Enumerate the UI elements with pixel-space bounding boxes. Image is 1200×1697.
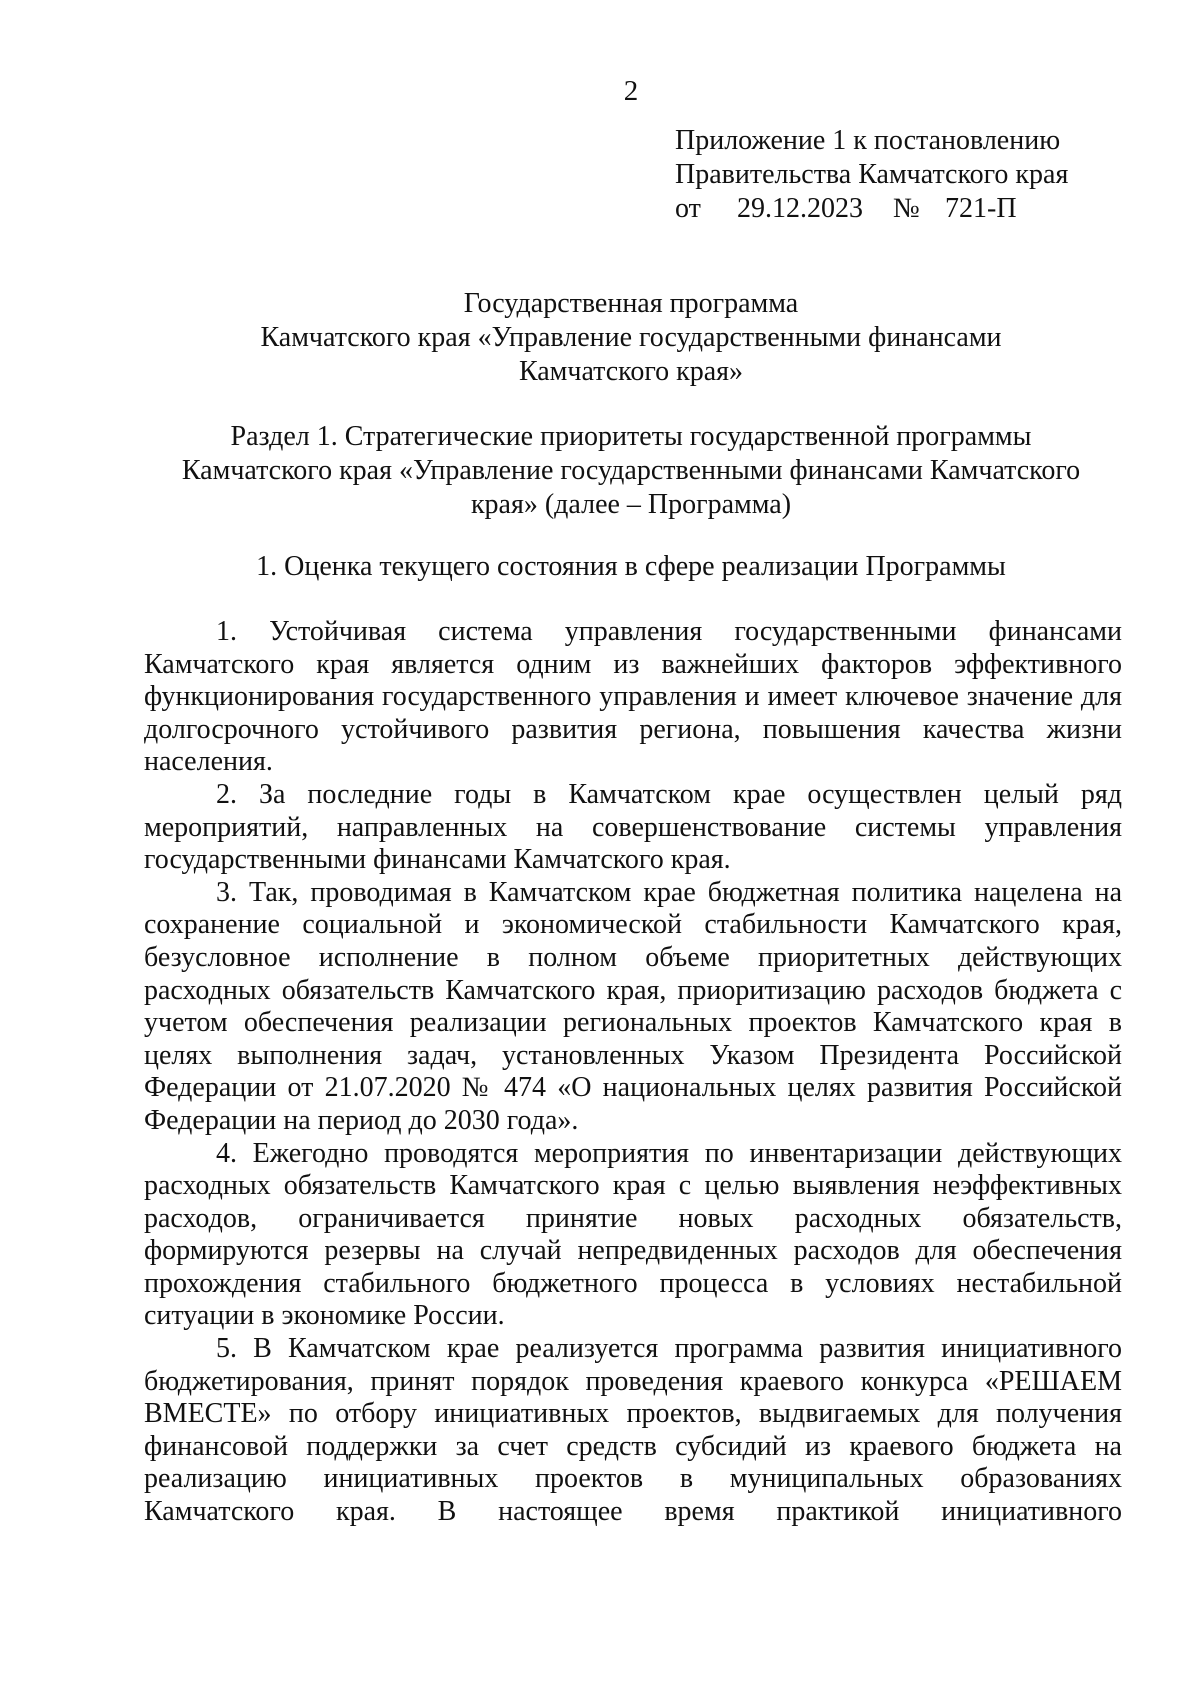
decree-date: 29.12.2023 (737, 193, 863, 224)
section-title-line-1: Раздел 1. Стратегические приоритеты государственной программы (230, 421, 1032, 452)
subsection-title-text: 1. Оценка текущего состояния в сфере реализации Программы (256, 551, 1006, 582)
paragraph-5: 5. В Камчатском крае реализуется программа развития инициативного бюджетирования, принят порядок проведения краевого конкурса «РЕШАЕМ ВМЕСТЕ» по отбору инициативных проектов, выдвигаемых для получения финансовой поддержки за счет средств субсидий из краевого бюджета на реализацию инициативных проектов в муниципальных образованиях Камчатского края. В настоящее время практикой инициативного (144, 1333, 1122, 1528)
program-title-line-3: Камчатского края» (518, 356, 744, 387)
paragraph-3: 3. Так, проводимая в Камчатском крае бюджетная политика нацелена на сохранение социальной и экономической стабильности Камчатского края, безусловное исполнение в полном объеме приоритетных действующих расходных обязательств Камчатского края, приоритизацию расходов бюджета с учетом обеспечения реализации региональных проектов Камчатского края в целях выполнения задач, установленных Указом Президента Российской Федерации от 21.07.2020 № 474 «О национальных целях развития Российской Федерации на период до 2030 года». (144, 876, 1122, 1136)
appendix-date-line (675, 192, 1068, 226)
section-title-line-3: края» (далее – Программа) (470, 489, 792, 520)
section-title (140, 420, 1122, 522)
paragraph-4: 4. Ежегодно проводятся мероприятия по инвентаризации действующих расходных обязательств Камчатского края с целью выявления неэффективных расходов, ограничивается принятие новых расходных обязательств, формируются резервы на случай непредвиденных расходов для обеспечения прохождения стабильного бюджетного процесса в условиях нестабильной ситуации в экономике России. (144, 1137, 1122, 1332)
appendix-line-1: Приложение 1 к постановлению (675, 125, 1061, 156)
body-text (144, 616, 1122, 1529)
program-title-line-2: Камчатского края «Управление государственными финансами (260, 322, 1002, 353)
program-title (140, 287, 1122, 389)
decree-number: 721-П (945, 193, 1017, 224)
program-title-line-1: Государственная программа (463, 288, 799, 319)
page-number: 2 (623, 75, 639, 107)
section-title-line-2: Камчатского края «Управление государственными финансами Камчатского (181, 455, 1081, 486)
from-label: от (675, 193, 701, 224)
appendix-line-2: Правительства Камчатского края (675, 159, 1069, 190)
subsection-title (140, 550, 1122, 584)
number-label: № (893, 193, 920, 224)
paragraph-2: 2. За последние годы в Камчатском крае осуществлен целый ряд мероприятий, направленных на совершенствование системы управления государственными финансами Камчатского края. (144, 778, 1122, 876)
paragraph-1: 1. Устойчивая система управления государственными финансами Камчатского края является одним из важнейших факторов эффективного функционирования государственного управления и имеет ключевое значение для долгосрочного устойчивого развития региона, повышения качества жизни населения. (144, 616, 1122, 778)
appendix-header (675, 124, 1068, 226)
